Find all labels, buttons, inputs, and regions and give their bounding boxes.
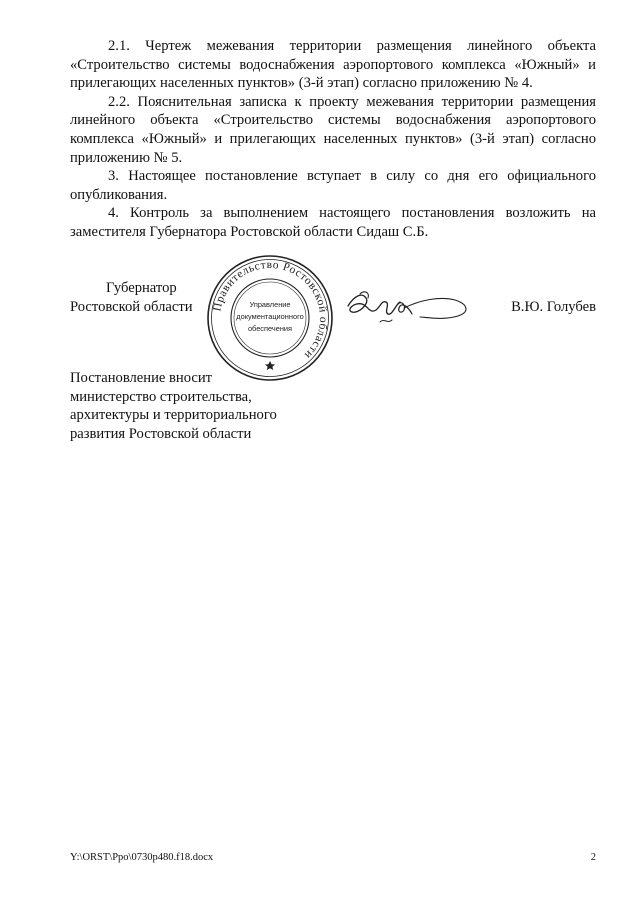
official-seal	[205, 253, 335, 383]
seal-ring-text: Правительство Ростовской области	[211, 258, 330, 362]
note-line-3: архитектуры и территориального	[70, 407, 277, 424]
svg-text:обеспечения: обеспечения	[247, 324, 293, 333]
signatory-title	[70, 279, 193, 316]
note-line-1: Постановление вносит	[70, 370, 213, 386]
note-line-4: развития Ростовской области	[70, 425, 252, 442]
paragraph-3: 3. Настоящее постановление вступает в силу со дня его официального опубликования.	[70, 168, 596, 203]
handwritten-signature	[340, 284, 480, 329]
note-line-2: министерство строительства,	[70, 388, 252, 405]
footer-file-path: Y:\ORST\Ppo\0730p480.f18.docx	[70, 852, 214, 863]
paragraph-2-1: 2.1. Чертеж межевания территории размещения линейного объекта «Строительство системы водоснабжения аэропортового комплекса «Южный» и прилегающих населенных пунктов» (3-й этап) согласно приложению № 4.	[70, 38, 596, 92]
paragraph-4: 4. Контроль за выполнением настоящего постановления возложить на заместителя Губернатора Ростовской области Сидаш С.Б.	[70, 205, 596, 240]
signatory-name: В.Ю. Голубев	[511, 299, 596, 315]
footer-page-number: 2	[590, 852, 596, 863]
signatory-title-line2: Ростовской области	[70, 298, 193, 315]
submitted-by-note	[70, 369, 277, 443]
svg-text:Управление: Управление	[249, 300, 291, 309]
paragraph-2-2: 2.2. Пояснительная записка к проекту межевания территории размещения линейного объекта «Строительство системы водоснабжения аэропортового комплекса «Южный» и прилегающих населенных пунктов» (3-й этап) согласно приложению № 5.	[70, 93, 596, 166]
svg-text:Правительство Ростовской облас	[211, 259, 329, 361]
body-text	[70, 37, 596, 242]
signatory-title-line1: Губернатор	[106, 280, 177, 296]
svg-text:документационного: документационного	[236, 312, 304, 321]
